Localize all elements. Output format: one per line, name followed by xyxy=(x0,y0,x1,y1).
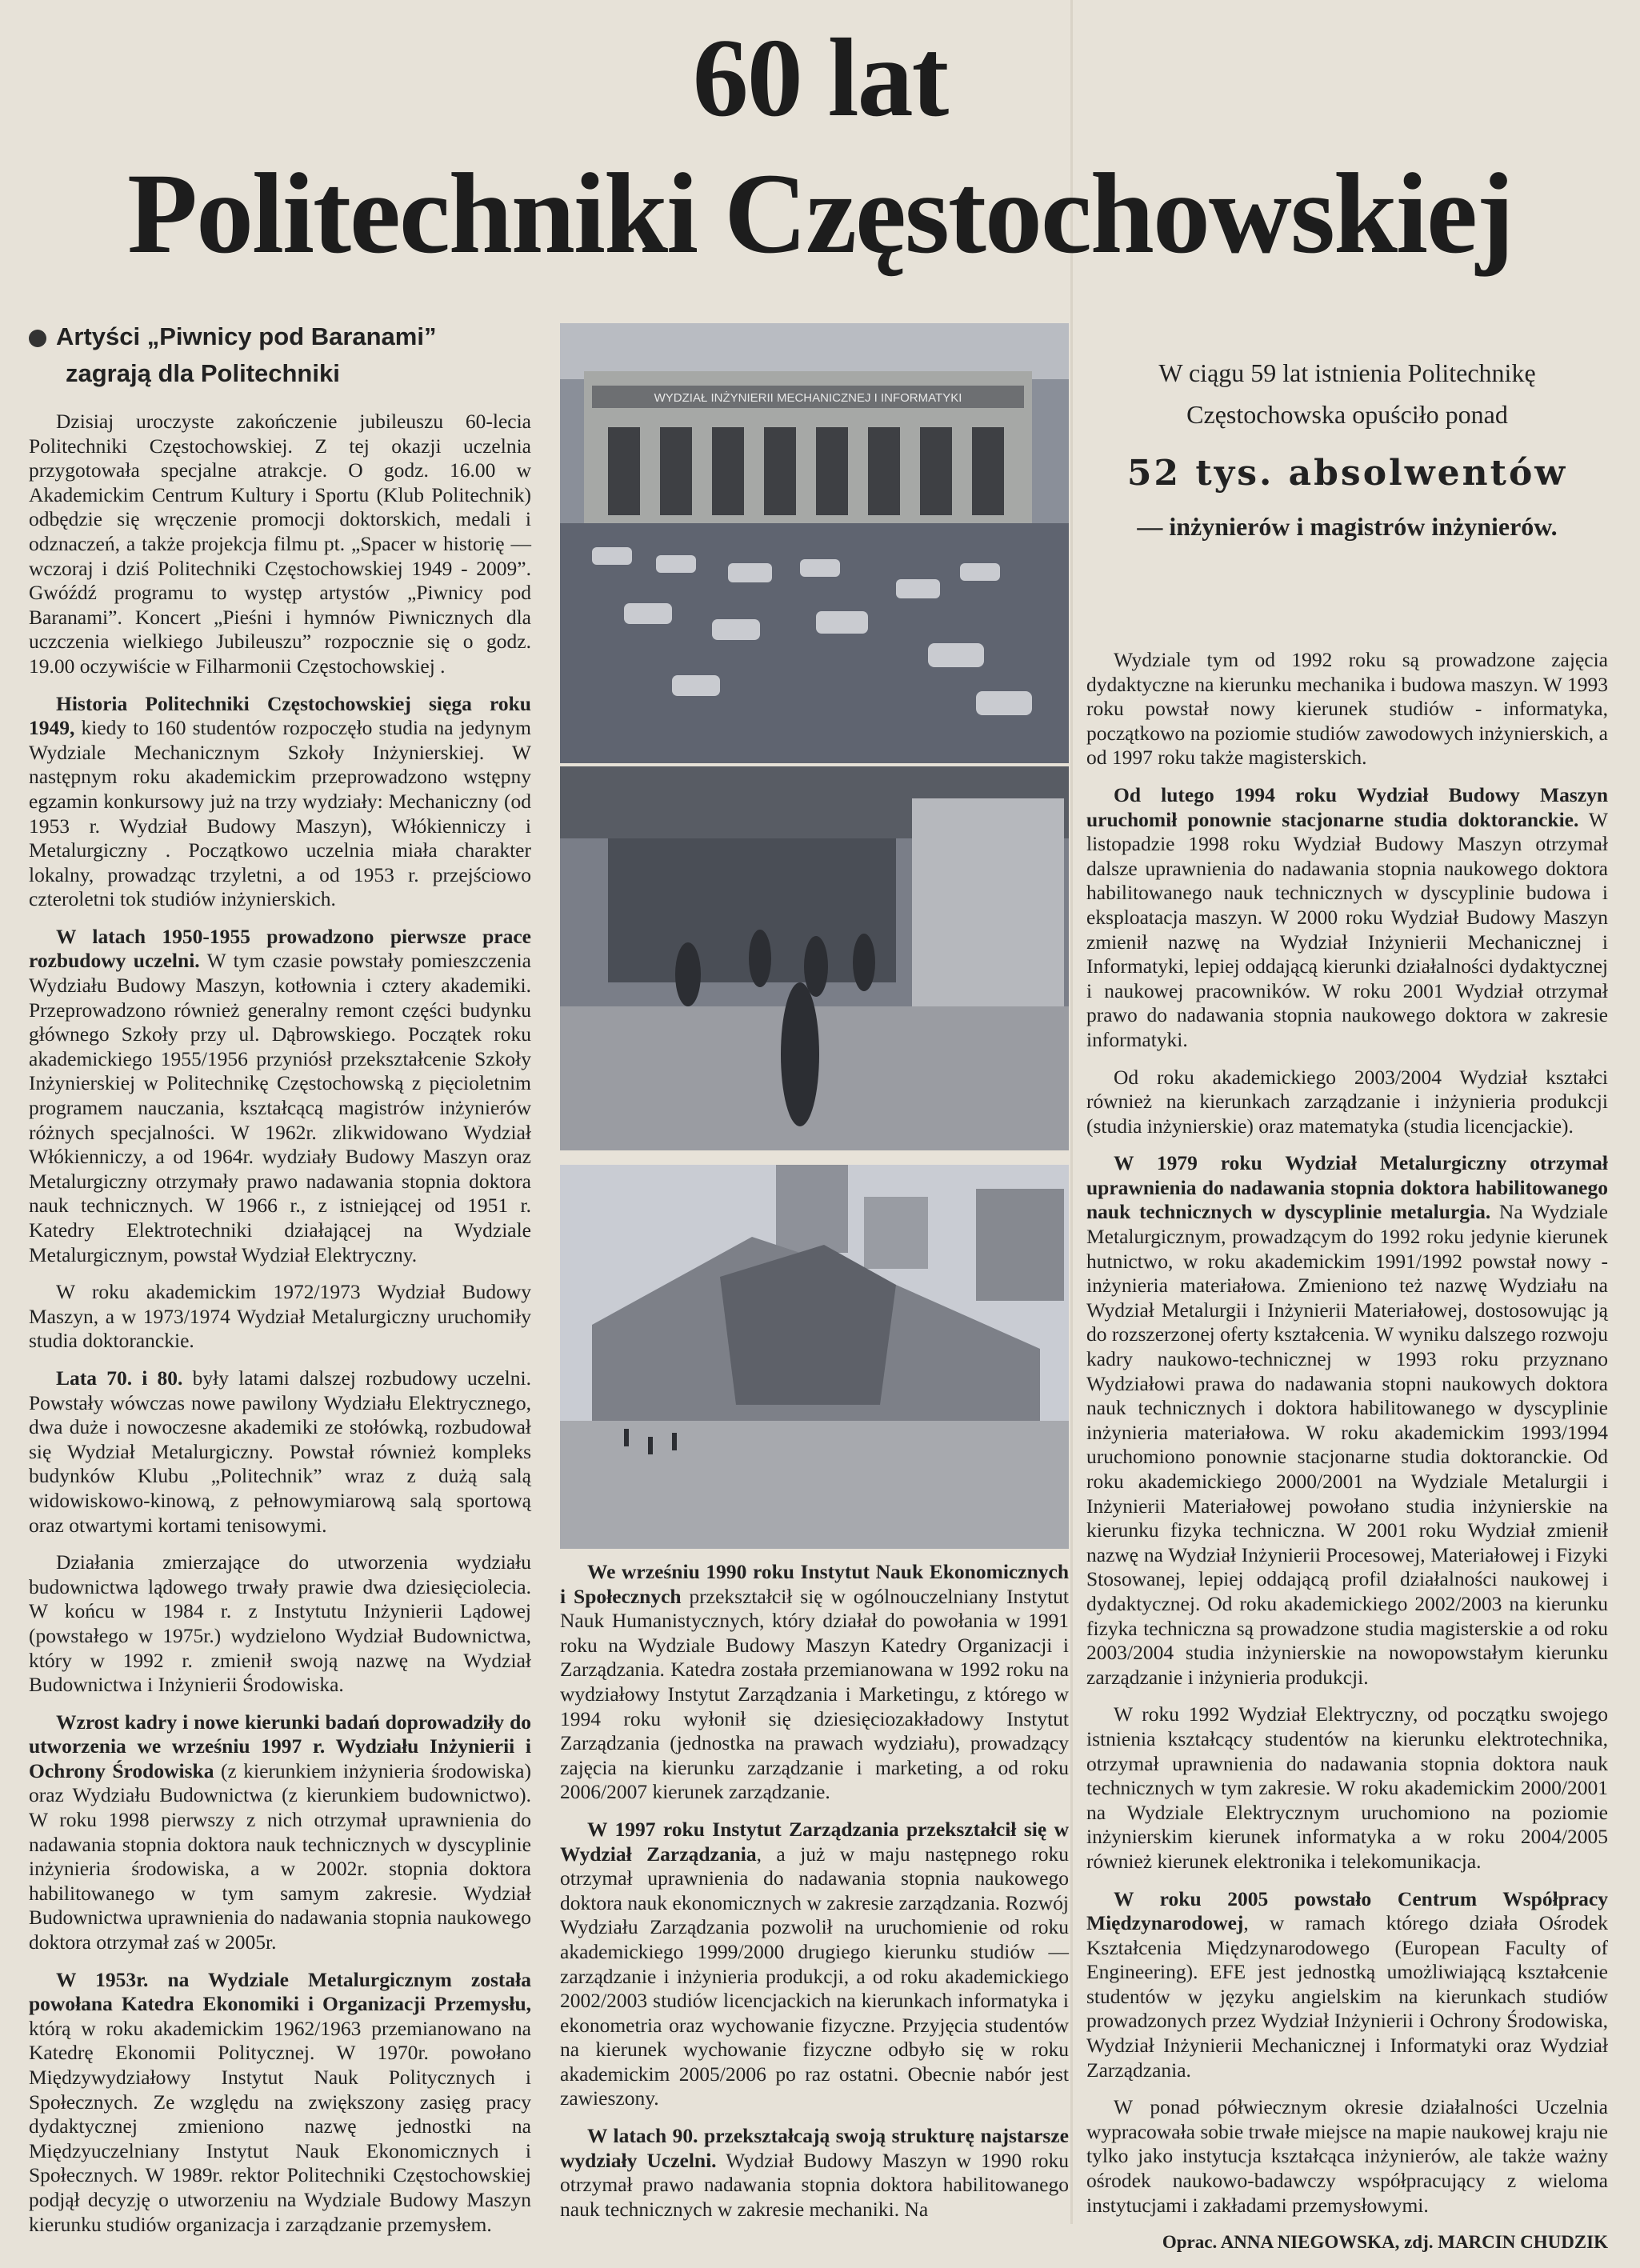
subheading xyxy=(29,318,531,392)
pull-quote-line1: W ciągu 59 lat istnienia Politechnikę Częstochowska opuściło ponad xyxy=(1158,358,1536,429)
subheading-line1: Artyści „Piwnicy pod Baranami” xyxy=(56,322,437,350)
paragraph-lead: Wzrost kadry i nowe kierunki badań doprowadziły do utworzenia we wrześniu 1997 r. Wydziału Inżynierii i Ochrony Środowiska xyxy=(29,1710,531,1782)
paragraph xyxy=(560,2124,1069,2222)
pull-quote xyxy=(1086,352,1608,547)
paragraph: W roku akademickim 1972/1973 Wydział Budowy Maszyn, a w 1973/1974 Wydział Metalurgiczny uruchomiły studia doktoranckie. xyxy=(29,1280,531,1353)
paragraph: Wydziale tym od 1992 roku są prowadzone zajęcia dydaktyczne na kierunku mechanika i budowa maszyn. W 1993 roku powstał nowy kierunek studiów - informatyka, początkowo na poziomie studiów zawodowych inżynierskich, a od 1997 roku także magisterskich. xyxy=(1086,648,1608,770)
building-sign: WYDZIAŁ INŻYNIERII MECHANICZNEJ I INFORMATYKI xyxy=(654,391,962,405)
paragraph-text: przekształcił się w ogólnouczelniany Instytut Nauk Humanistycznych, który działał do powołania w 1991 roku na Wydziale Budowy Maszyn Katedry Organizacji i Zarządzania. Katedra została przemianowana w 1992 roku na wydziałowy Instytut Zarządzania i Marketingu, z którego w 1994 roku wyłonił się dziesięciozakładowy Instytut Zarządzania (jednostka na prawach wydziału), prowadzący zajęcia na kierunku zarządzanie i marketing, a od roku 2006/2007 kierunek zarządzanie. xyxy=(560,1584,1069,1804)
paragraph xyxy=(29,925,531,1267)
pull-quote-line3: — inżynierów i magistrów inżynierów. xyxy=(1137,512,1558,541)
photo-building-facade xyxy=(560,323,1069,763)
column-middle xyxy=(560,1560,1069,2234)
photo-campus-building xyxy=(560,1165,1069,1549)
paragraph-lead: W 1979 roku Wydział Metalurgiczny otrzymał uprawnienia do nadawania stopnia doktora habilitowanego nauk technicznych w dyscyplinie metalurgia. xyxy=(1086,1151,1608,1224)
paragraph-lead: Historia Politechniki Częstochowskiej sięga roku 1949, xyxy=(29,691,531,740)
page-fold xyxy=(1070,0,1073,2224)
paragraph xyxy=(560,1818,1069,2111)
paragraph xyxy=(29,1366,531,1538)
paragraph: Działania zmierzające do utworzenia wydziału budownictwa lądowego trwały prawie dwa dziesięciolecia. W końcu w 1984 r. z Instytutu Inżynierii Lądowej (powstałego w 1975r.) wydzielono Wydział Budownictwa, który w 1992 r. zmienił swoją nazwę na Wydział Budownictwa i Inżynierii Środowiska. xyxy=(29,1550,531,1697)
column-left xyxy=(29,318,531,2250)
paragraph-lead: Od lutego 1994 roku Wydział Budowy Maszyn uruchomił ponownie stacjonarne studia doktoranckie. xyxy=(1086,782,1608,831)
paragraph-lead: W 1953r. na Wydziale Metalurgicznym została powołana Katedra Ekonomiki i Organizacji Przemysłu, xyxy=(29,1967,531,2016)
paragraph-text: , w ramach którego działa Ośrodek Kształcenia Międzynarodowego (European Faculty of Engineering). EFE jest jednostką umożliwiającą kształcenie studentów w języku angielskim na kierunkach studiów prowadzonych przez Wydział Inżynierii i Ochrony Środowiska, Wydział Inżynierii Mechanicznej i Informatyki oraz Wydział Zarządzania. xyxy=(1086,1911,1608,2082)
photo-entrance-hall xyxy=(560,766,1069,1150)
column-right xyxy=(1086,648,1608,2268)
paragraph-text: , a już w maju następnego roku otrzymał uprawnienia do nadawania stopnia naukowego doktora nauk ekonomicznych w zakresie zarządzania. Rozwój Wydziału Zarządzania pozwolił na uruchomienie od roku akademickiego 1999/2000 drugiego kierunku studiów — zarządzanie i inżynieria produkcji, a od roku akademickiego 2002/2003 studiów licencjackich na kierunkach informatyka i ekonometria oraz wychowanie fizyczne. Przyjęcia studentów na kierunek wychowanie fizyczne odbyło się w roku akademickim 2005/2006 po raz ostatni. Obecnie nabór jest zawieszony. xyxy=(560,1842,1070,2110)
bullet-icon xyxy=(29,330,46,347)
paragraph-text: Na Wydziale Metalurgicznym, prowadzącym do 1992 roku jedynie kierunek hutnictwo, w roku akademickim 1991/1992 powstał nowy - inżynieria materiałowa. Zmieniono też nazwę Wydziału na Wydział Metalurgii i Inżynierii Materiałowej, dostosowując ją do rozszerzonej oferty kształcenia. W wyniku dalszego rozwoju kadry naukowo-technicznej w 1993 roku przyznano Wydziałowi prawa do nadawania stopni naukowych doktora nauk technicznych i doktora habilitowanego w dyscyplinie inżynieria materiałowa. W roku akademickim 1993/1994 uruchomiono ponownie stacjonarne studia doktoranckie. Od roku akademickiego 2000/2001 na Wydziale Metalurgii i Inżynierii Materiałowej powołano studia inżynierskie na kierunku fizyka techniczna. W 2001 roku Wydział zmienił nazwę na Wydział Inżynierii Procesowej, Materiałowej i Fizyki Stosowanej, lepiej oddającą profil działalności naukowej i dydaktycznej. Od roku akademickiego 2002/2003 na kierunku fizyka techniczna są prowadzone studia magisterskie a od roku 2003/2004 studia inżynierskie na nowopowstałym kierunku zarządzanie i inżynieria produkcji. xyxy=(1086,1200,1609,1689)
paragraph-text: W tym czasie powstały pomieszczenia Wydziału Budowy Maszyn, kotłownia i cztery akademiki. Przeprowadzono również generalny remont części budynku głównego Szkoły przy ul. Dąbrowskiego. Początek roku akademickiego 1955/1956 przyniósł przekształcenie Szkoły Inżynierskiej w Politechnikę Częstochowską z pięcioletnim programem nauczania, kształcącą magistrów inżynierów różnych specjalności. W 1962r. zlikwidowano Wydział Włókienniczy, a od 1964r. wydziały Budowy Maszyn oraz Metalurgiczny otrzymały prawo nadawania stopnia doktora nauk technicznych. W 1966 r., z istniejącej od 1951 r. Katedry Elektrotechniki działającej na Wydziale Metalurgicznym, powstał Wydział Elektryczny. xyxy=(29,949,532,1266)
paragraph: Od roku akademickiego 2003/2004 Wydział kształci również na kierunkach zarządzanie i inżynieria produkcji (studia inżynierskie) oraz matematyka (studia licencjackie). xyxy=(1086,1065,1608,1138)
paragraph xyxy=(29,1710,531,1955)
paragraph-lead: W roku 2005 powstało Centrum Współpracy Międzynarodowej xyxy=(1086,1886,1608,1935)
paragraph: W roku 1992 Wydział Elektryczny, od początku swojego istnienia kształcący studentów na kierunku elektrotechnika, otrzymał uprawnienia do nadawania stopnia doktora nauk technicznych w tym zakresie. W roku akademickim 2000/2001 na Wydziale Elektrycznym uruchomiono na poziomie inżynierskim kierunek informatyka a w roku 2004/2005 również kierunek elektronika i telekomunikacja. xyxy=(1086,1702,1608,1873)
paragraph-text: W listopadzie 1998 roku Wydział Budowy Maszyn otrzymał dalsze uprawnienia do nadawania stopnia naukowego doktora habilitowanego nauk technicznych w dyscyplinie budowa i eksploatacja maszyn. W 2000 roku Wydział Budowy Maszyn zmienił nazwę na Wydział Inżynierii Mechanicznej i Informatyki, lepiej oddającą kierunki działalności dydaktycznej i naukowej pracowników. W roku 2001 Wydział otrzymał prawo do nadawania stopnia naukowego doktora w zakresie informatyki. xyxy=(1086,807,1608,1051)
paragraph-lead: W latach 90. przekształcają swoją strukturę najstarsze wydziały Uczelni. xyxy=(560,2124,1069,2172)
author-credit: Oprac. ANNA NIEGOWSKA, zdj. MARCIN CHUDZIK xyxy=(1162,2232,1608,2253)
subheading-line2: zagrają dla Politechniki xyxy=(66,359,340,387)
pull-quote-highlight: 52 tys. absolwentów xyxy=(1126,453,1568,494)
paragraph-lead: We wrześniu 1990 roku Instytut Nauk Ekonomicznych i Społecznych xyxy=(560,1560,1069,1608)
intro-paragraph: Dzisiaj uroczyste zakończenie jubileuszu 60-lecia Politechniki Częstochowskiej. Z tej okazji uczelnia przygotowała specjalne atrakcje. O godz. 16.00 w Akademickim Centrum Kultury i Sportu (Klub Politechnik) odbędzie się wręczenie promocji doktorskich, medali i odznaczeń, a także projekcja filmu pt. „Spacer w historię — wczoraj i dziś Politechniki Częstochowskiej 1949 - 2009”. Gwóźdź programu to występ artystów „Piwnicy pod Baranami”. Koncert „Pieśni i hymnów Piwnicznych dla uczczenia wielkiego Jubileuszu” rozpocznie się o godz. 19.00 oczywiście w Filharmonii Częstochowskiej . xyxy=(29,410,531,678)
paragraph xyxy=(1086,1151,1608,1690)
paragraph xyxy=(29,1968,531,2238)
paragraph-text: Wydział Budowy Maszyn w 1990 roku otrzymał prawo nadawania stopnia doktora habilitowanego nauk technicznych w zakresie mechaniki. Na xyxy=(560,2148,1069,2221)
paragraph-text: (z kierunkiem inżynieria środowiska) oraz Wydziału Budownictwa (z kierunkiem budownictwo). W roku 1998 pierwszy z nich otrzymał uprawnienia do nadawania stopnia doktora nauk technicznych w dyscyplinie inżynieria środowiska, a w 2002r. stopnia doktora habilitowanego w tym samym zakresie. Wydział Budownictwa uprawnienia do nadawania stopnia naukowego doktora otrzymał zaś w 2005r. xyxy=(29,1758,531,1954)
paragraph-text: kiedy to 160 studentów rozpoczęło studia na jedynym Wydziale Mechanicznym Szkoły Inżynierskiej. W następnym roku akademickim przeprowadzono wstępny egzamin konkursowy już na trzy wydziały: Mechaniczny (od 1953 r. Wydział Budowy Maszyn), Włókienniczy i Metalurgiczny . Początkowo uczelnia miała charakter lokalny, prowadząc trzyletni, a od 1953 r. przejściowo czteroletni tok studiów inżynierskich. xyxy=(29,716,531,911)
paragraph xyxy=(29,692,531,912)
paragraph-lead: W 1997 roku Instytut Zarządzania przekształcił się w Wydział Zarządzania xyxy=(560,1817,1069,1866)
paragraph-lead: Lata 70. i 80. xyxy=(56,1366,183,1390)
paragraph-lead: W latach 1950-1955 prowadzono pierwsze prace rozbudowy uczelni. xyxy=(29,924,531,973)
paragraph: W ponad półwiecznym okresie działalności Uczelnia wypracowała sobie trwałe miejsce na mapie naukowej kraju nie tylko jako instytucja kształcąca inżynierów, ale także ważny ośrodek naukowo-badawczy współpracujący z wieloma instytucjami i zakładami przemysłowymi. xyxy=(1086,2095,1608,2217)
paragraph xyxy=(560,1560,1069,1805)
headline-line1: 60 lat xyxy=(692,16,948,140)
paragraph-text: były latami dalszej rozbudowy uczelni. Powstały wówczas nowe pawilony Wydziału Elektrycznego, dwa duże i nowoczesne akademiki ze stołówką, rozbudował się Wydział Metalurgiczny. Powstał również kompleks budynków Klubu „Politechnik” wraz z dużą salą widowiskowo-kinową, z pełnowymiarową salą sportową oraz otwartymi kortami tenisowymi. xyxy=(29,1366,531,1537)
paragraph xyxy=(1086,783,1608,1053)
headline-line2: Politechniki Częstochowskiej xyxy=(127,150,1513,278)
paragraph xyxy=(1086,1887,1608,2083)
paragraph-text: którą w roku akademickim 1962/1963 przemianowano na Katedrę Ekonomii Politycznej. W 1970r. powołano Międzywydziałowy Instytut Nauk Politycznych i Społecznych. Ze względu na zwiększony zasięg pracy dydaktycznej zmieniono nazwę jednostki na Międzyuczelniany Instytut Nauk Ekonomicznych i Społecznych. W 1989r. rektor Politechniki Częstochowskiej podjął decyzję o utworzeniu na Wydziale Budowy Maszyn kierunku studiów organizacja i zarządzanie przemysłem. xyxy=(29,2016,531,2236)
